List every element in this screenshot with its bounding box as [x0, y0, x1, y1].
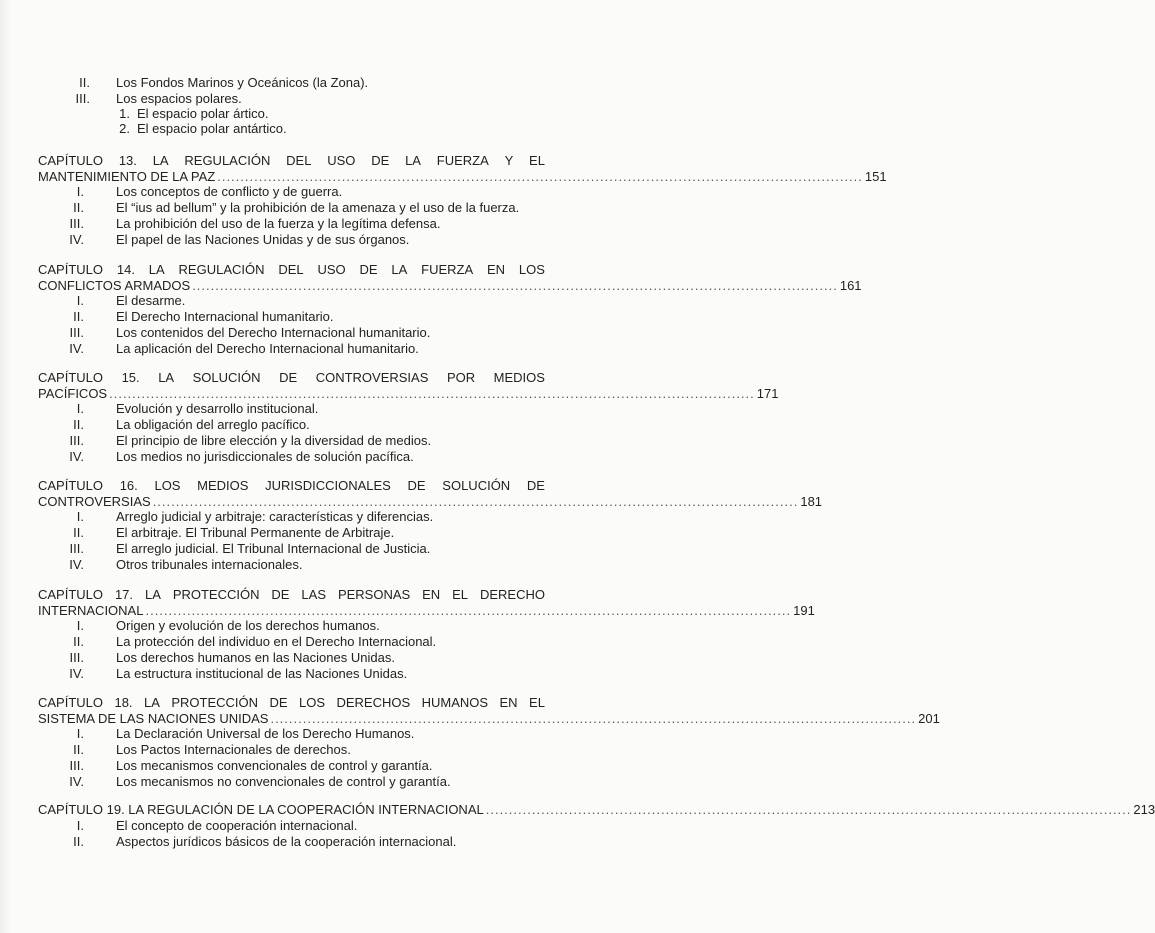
- title-word: DE: [279, 370, 298, 385]
- title-word: REGULACIÓN: [184, 153, 271, 168]
- chapter-title-line-2[interactable]: [38, 603, 815, 618]
- toc-numeral: II.: [79, 75, 90, 90]
- toc-numeral: I.: [76, 509, 84, 524]
- title-word: USO: [327, 153, 356, 168]
- toc-item: La obligación del arreglo pacífico.: [116, 417, 310, 432]
- toc-numeral: II.: [73, 525, 84, 540]
- title-word: DEL: [278, 262, 304, 277]
- toc-numeral: III.: [69, 541, 84, 556]
- title-word: LA: [152, 153, 169, 168]
- toc-numeral: III.: [69, 758, 84, 773]
- toc-numeral: IV.: [69, 449, 84, 464]
- title-word: DE: [359, 262, 378, 277]
- dot-leader: ............................................................................................................................................: [192, 278, 838, 293]
- chapter-title: CONTROVERSIAS: [38, 494, 151, 509]
- title-word: LOS: [518, 262, 545, 277]
- title-word: LA: [144, 587, 161, 602]
- toc-subitem: El espacio polar antártico.: [137, 121, 287, 136]
- title-word: LAS: [301, 587, 326, 602]
- page-number: 171: [756, 386, 779, 401]
- title-word: EN: [487, 262, 506, 277]
- title-word: 16.: [119, 478, 138, 493]
- toc-numeral: IV.: [69, 557, 84, 572]
- page-number: 191: [793, 603, 815, 618]
- dot-leader: ............................................................................................................................................: [145, 603, 792, 618]
- title-word: MEDIOS: [493, 370, 545, 385]
- title-word: USO: [317, 262, 346, 277]
- title-word: LA: [405, 153, 421, 168]
- chapter-title-line-2[interactable]: [38, 494, 823, 509]
- toc-numeral: II.: [73, 742, 84, 757]
- chapter-title: PACÍFICOS: [38, 386, 108, 401]
- toc-item: Origen y evolución de los derechos humanos.: [116, 618, 380, 633]
- toc-item: El arbitraje. El Tribunal Permanente de Arbitraje.: [116, 525, 395, 540]
- toc-numeral: III.: [69, 433, 84, 448]
- chapter-title-line-1[interactable]: [38, 153, 545, 168]
- chapter-title: SISTEMA DE LAS NACIONES UNIDAS: [38, 711, 269, 726]
- toc-numeral: II.: [73, 834, 84, 849]
- toc-item: El “ius ad bellum” y la prohibición de la amenaza y el uso de la fuerza.: [116, 200, 520, 215]
- toc-item: Evolución y desarrollo institucional.: [116, 401, 319, 416]
- dot-leader: ............................................................................................................................................: [270, 711, 917, 726]
- toc-item: Arreglo judicial y arbitraje: características y diferencias.: [116, 509, 434, 524]
- title-word: DE: [371, 153, 390, 168]
- chapter-title: CAPÍTULO 19. LA REGULACIÓN DE LA COOPERACIÓN INTERNACIONAL: [38, 802, 484, 817]
- title-word: DE: [526, 478, 545, 493]
- title-word: DERECHO: [479, 587, 545, 602]
- toc-item: El desarme.: [116, 293, 186, 308]
- chapter-title-line-2[interactable]: [38, 278, 862, 293]
- dot-leader: ............................................................................................................................................: [152, 494, 799, 509]
- toc-item: El concepto de cooperación internacional.: [116, 818, 358, 833]
- title-word: SOLUCIÓN: [192, 370, 261, 385]
- title-word: FUERZA: [421, 262, 474, 277]
- title-word: HUMANOS: [421, 695, 489, 710]
- title-word: DE: [407, 478, 426, 493]
- toc-item: La Declaración Universal de los Derecho Humanos.: [116, 726, 415, 741]
- toc-subitem: El espacio polar ártico.: [137, 106, 269, 121]
- toc-item: Los Pactos Internacionales de derechos.: [116, 742, 351, 757]
- title-word: 17.: [114, 587, 134, 602]
- toc-numeral: I.: [76, 184, 84, 199]
- toc-numeral: I.: [76, 293, 84, 308]
- title-word: CAPÍTULO: [38, 695, 104, 710]
- toc-item: Otros tribunales internacionales.: [116, 557, 303, 572]
- toc-item: Los derechos humanos en las Naciones Unidas.: [116, 650, 395, 665]
- title-word: LOS: [299, 695, 326, 710]
- title-word: CONTROVERSIAS: [315, 370, 429, 385]
- title-word: EL: [452, 587, 469, 602]
- toc-item: La prohibición del uso de la fuerza y la legítima defensa.: [116, 216, 441, 231]
- title-word: DEL: [286, 153, 312, 168]
- title-word: POR: [446, 370, 476, 385]
- chapter-title: MANTENIMIENTO DE LA PAZ: [38, 169, 216, 184]
- toc-item: Los conceptos de conflicto y de guerra.: [116, 184, 343, 199]
- toc-numeral: II.: [73, 200, 84, 215]
- title-word: CAPÍTULO: [38, 262, 104, 277]
- toc-item: El principio de libre elección y la diversidad de medios.: [116, 433, 432, 448]
- toc-numeral: II.: [73, 417, 84, 432]
- chapter-title: CONFLICTOS ARMADOS: [38, 278, 191, 293]
- title-word: PERSONAS: [337, 587, 411, 602]
- toc-item: El Derecho Internacional humanitario.: [116, 309, 334, 324]
- chapter-title-line-1[interactable]: [38, 262, 545, 277]
- title-word: CAPÍTULO: [38, 370, 104, 385]
- chapter-title-line-1[interactable]: [38, 695, 545, 710]
- chapter-title-line-1[interactable]: [38, 587, 545, 602]
- title-word: LA: [158, 370, 175, 385]
- dot-leader: ............................................................................................................................................: [217, 169, 863, 184]
- title-word: EN: [422, 587, 441, 602]
- title-word: PROTECCIÓN: [171, 695, 259, 710]
- toc-item: El papel de las Naciones Unidas y de sus órganos.: [116, 232, 410, 247]
- chapter-19-heading[interactable]: [38, 802, 1155, 817]
- page-number: 181: [800, 494, 823, 509]
- toc-item: La estructura institucional de las Naciones Unidas.: [116, 666, 408, 681]
- toc-item: Los espacios polares.: [116, 91, 242, 106]
- title-word: PROTECCIÓN: [172, 587, 260, 602]
- toc-numeral: II.: [73, 634, 84, 649]
- toc-numeral: III.: [69, 325, 84, 340]
- toc-numeral: IV.: [69, 774, 84, 789]
- chapter-title-line-2[interactable]: [38, 711, 940, 726]
- title-word: DERECHOS: [336, 695, 411, 710]
- page-number: 151: [864, 169, 887, 184]
- toc-numeral: IV.: [69, 341, 84, 356]
- title-word: EL: [529, 695, 545, 710]
- title-word: CAPÍTULO: [38, 478, 104, 493]
- toc-item: La protección del individuo en el Derecho Internacional.: [116, 634, 437, 649]
- title-word: EN: [499, 695, 518, 710]
- title-word: DE: [271, 587, 290, 602]
- title-word: CAPÍTULO: [38, 153, 104, 168]
- toc-numeral: I.: [76, 818, 84, 833]
- chapter-title-line-1[interactable]: [38, 478, 545, 493]
- toc-subnumeral: 2.: [119, 121, 130, 136]
- toc-subnumeral: 1.: [119, 106, 130, 121]
- page-number: 213: [1133, 802, 1155, 817]
- chapter-title: INTERNACIONAL: [38, 603, 144, 618]
- chapter-title-line-2[interactable]: [38, 386, 779, 401]
- toc-numeral: I.: [76, 401, 84, 416]
- chapter-title-line-2[interactable]: [38, 169, 887, 184]
- toc-item: Los mecanismos no convencionales de control y garantía.: [116, 774, 451, 789]
- title-word: MEDIOS: [197, 478, 249, 493]
- toc-numeral: II.: [73, 309, 84, 324]
- title-word: REGULACIÓN: [178, 262, 265, 277]
- dot-leader: ............................................................................................................................................: [109, 386, 755, 401]
- toc-item: La aplicación del Derecho Internacional humanitario.: [116, 341, 419, 356]
- title-word: CAPÍTULO: [38, 587, 104, 602]
- toc-numeral: I.: [76, 618, 84, 633]
- title-word: 15.: [121, 370, 140, 385]
- toc-numeral: I.: [76, 726, 84, 741]
- title-word: 13.: [118, 153, 137, 168]
- page-number: 201: [918, 711, 940, 726]
- toc-item: Los Fondos Marinos y Oceánicos (la Zona).: [116, 75, 369, 90]
- title-word: SOLUCIÓN: [442, 478, 511, 493]
- title-word: LOS: [154, 478, 181, 493]
- toc-numeral: III.: [75, 91, 90, 106]
- page-number: 161: [839, 278, 862, 293]
- toc-item: Los medios no jurisdiccionales de solución pacífica.: [116, 449, 414, 464]
- page-edge-shadow: [0, 0, 10, 933]
- title-word: LA: [144, 695, 160, 710]
- toc-item: Los contenidos del Derecho Internacional humanitario.: [116, 325, 431, 340]
- toc-item: El arreglo judicial. El Tribunal Internacional de Justicia.: [116, 541, 431, 556]
- dot-leader: ............................................................................................................................................: [485, 802, 1132, 817]
- title-word: JURISDICCIONALES: [265, 478, 391, 493]
- toc-numeral: IV.: [69, 232, 84, 247]
- title-word: LA: [391, 262, 408, 277]
- title-word: EL: [529, 153, 545, 168]
- title-word: DE: [269, 695, 288, 710]
- title-word: FUERZA: [436, 153, 489, 168]
- toc-item: Los mecanismos convencionales de control y garantía.: [116, 758, 433, 773]
- toc-numeral: III.: [69, 650, 84, 665]
- toc-item: Aspectos jurídicos básicos de la cooperación internacional.: [116, 834, 457, 849]
- chapter-title-line-1[interactable]: [38, 370, 545, 385]
- title-word: LA: [148, 262, 165, 277]
- toc-numeral: III.: [69, 216, 84, 231]
- title-word: 14.: [116, 262, 135, 277]
- toc-numeral: IV.: [69, 666, 84, 681]
- title-word: Y: [504, 153, 514, 168]
- title-word: 18.: [114, 695, 133, 710]
